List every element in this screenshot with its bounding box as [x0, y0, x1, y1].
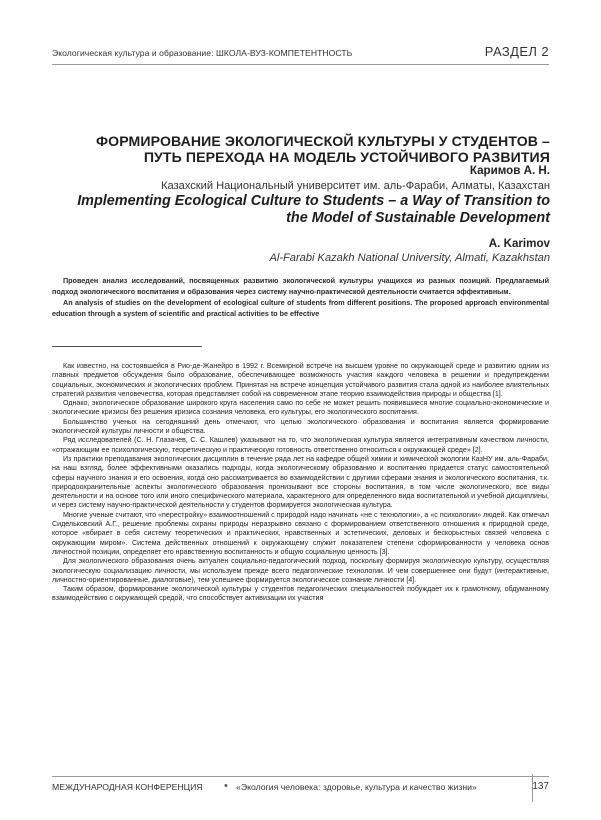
author-en: A. Karimov: [488, 237, 550, 250]
running-header: [52, 44, 549, 64]
article-title-ru: ФОРМИРОВАНИЕ ЭКОЛОГИЧЕСКОЙ КУЛЬТУРЫ У СТУДЕНТОВ – ПУТЬ ПЕРЕХОДА НА МОДЕЛЬ УСТОЙЧИВОГО РАЗВИТИЯ: [96, 133, 550, 165]
affiliation-ru: Казахский Национальный университет им. аль-Фараби, Алматы, Казахстан: [161, 180, 550, 192]
page-number: 137: [532, 781, 549, 792]
footer-conference: МЕЖДУНАРОДНАЯ КОНФЕРЕНЦИЯ: [52, 782, 203, 792]
body-paragraph: Большинство ученых на сегодняшний день отмечают, что целью экологического образования и воспитания является формирование экологической культуры личности и общества.: [52, 417, 549, 436]
footer-theme: «Экология человека: здоровье, культура и качество жизни»: [236, 782, 477, 792]
body-paragraph: Из практики преподавания экологических дисциплин в течение ряда лет на кафедре общей химии и химической экологии КазНУ им. аль-Фараби, на наш взгляд, более эффективными оказались подходы, когда экологическому образованию и воспитанию придается статус самостоятельной сферы научного знания и его освоения, когда оно рассматривается во взаимодействии с другими сферами знания и экологического воспитания, т.к. природоохранительные аспекты экологического образования пронизывают все стороны воспитания, в том числе экологического, все виды деятельности и на основе того или иного специфического материала, характерного для определенного вида воспитательной и учебной дисциплины, и через систему научно-практической деятельности у студентов формируется экологическая культура.: [52, 454, 549, 510]
body-paragraph: Ряд исследователей (С. Н. Глазачев, С. С. Кашлев) указывают на то, что экологическая культура является интегративным качеством личности, «отражающим ее психологическую, теоретическую и практическую готовность ответственно относиться к окружающей среде» [2].: [52, 436, 549, 454]
footer-bullet: •: [224, 780, 228, 792]
affiliation-en: Al-Farabi Kazakh National University, Almati, Kazakhstan: [269, 252, 550, 264]
abstract-divider: [52, 346, 202, 347]
body-paragraph: Таким образом, формирование экологической культуры у студентов педагогических специальностей побуждает их к грамотному, обдуманному взаимодействию с окружающей средой, что способствует активизации их участия: [52, 585, 549, 603]
body-paragraph: Для экологического образования очень актуален социально-педагогический подход, поскольку формируя экологическую культуру, осуществляя экологическую социализацию личности, мы используем прежде всего педагогические технологии. И чем совершеннее они будут (интерактивные, личностно-ориентированные, диалоговые), тем успешнее формируется экологическое сознание личности [4].: [52, 557, 549, 584]
journal-title: Экологическая культура и образование: ШКОЛА-ВУЗ-КОМПЕТЕНТНОСТЬ: [52, 48, 353, 58]
body-paragraph: Как известно, на состоявшейся в Рио-де-Жанейро в 1992 г. Всемирной встрече на высшем уровне по окружающей среде и развитию одним из главных предметов обсуждения было образование, обеспечивающее возможность участия каждого человека в решении и предупреждении социальных, экономических и экологических проблем. Принятая на встрече концепция устойчивого развития стала одной из наиболее влиятельных стратегий развития человечества, которая представляет собой на современном этапе теорию взаимодействия природы и общества [1].: [52, 362, 549, 398]
footer-divider: [52, 776, 549, 777]
section-label: РАЗДЕЛ 2: [484, 44, 549, 59]
article-body: [52, 362, 549, 604]
abstract-en: An analysis of studies on the development of ecological culture of students from different positions. The proposed approach environmental education through a system of scientific and practical activities to be effective: [52, 298, 549, 319]
author-ru: Каримов А. Н.: [469, 164, 550, 177]
body-paragraph: Однако, экологическое образование широкого круга населения само по себе не может решить появившиеся многие социально-экономические и экологические кризисы без решения кризиса сознания человека, его культуры, его экологического воспитания.: [52, 399, 549, 417]
abstract: [52, 275, 549, 319]
article-title-en: Implementing Ecological Culture to Students – a Way of Transition to the Model of Sustainable Development: [77, 193, 550, 226]
abstract-ru: Проведен анализ исследований, посвященных развитию экологической культуры учащихся из разных позиций. Предлагаемый подход экологического воспитания и образования через систему научно-практической деятельности считается эффективным.: [52, 276, 549, 297]
body-paragraph: Многие ученые считают, что «перестройку» взаимоотношений с природой надо начинать «не с технологии», а «с психологии» людей. Как отмечал Сидельковский А.Г., решение проблемы охраны природы неразрывно связано с формированием ответственного отношения к природной среде, которое «вбирает в себя систему теоретических и практических, нравственных и эстетических, деловых и бескорыстных связей человека с окружающим миром». Система действенных отношений к окружающему служит показателем степени сформированности у человека основ личностной позиции, определяет его нравственную воспитанность и общую социальную ценность [3].: [52, 510, 549, 556]
header-divider: [52, 64, 549, 65]
